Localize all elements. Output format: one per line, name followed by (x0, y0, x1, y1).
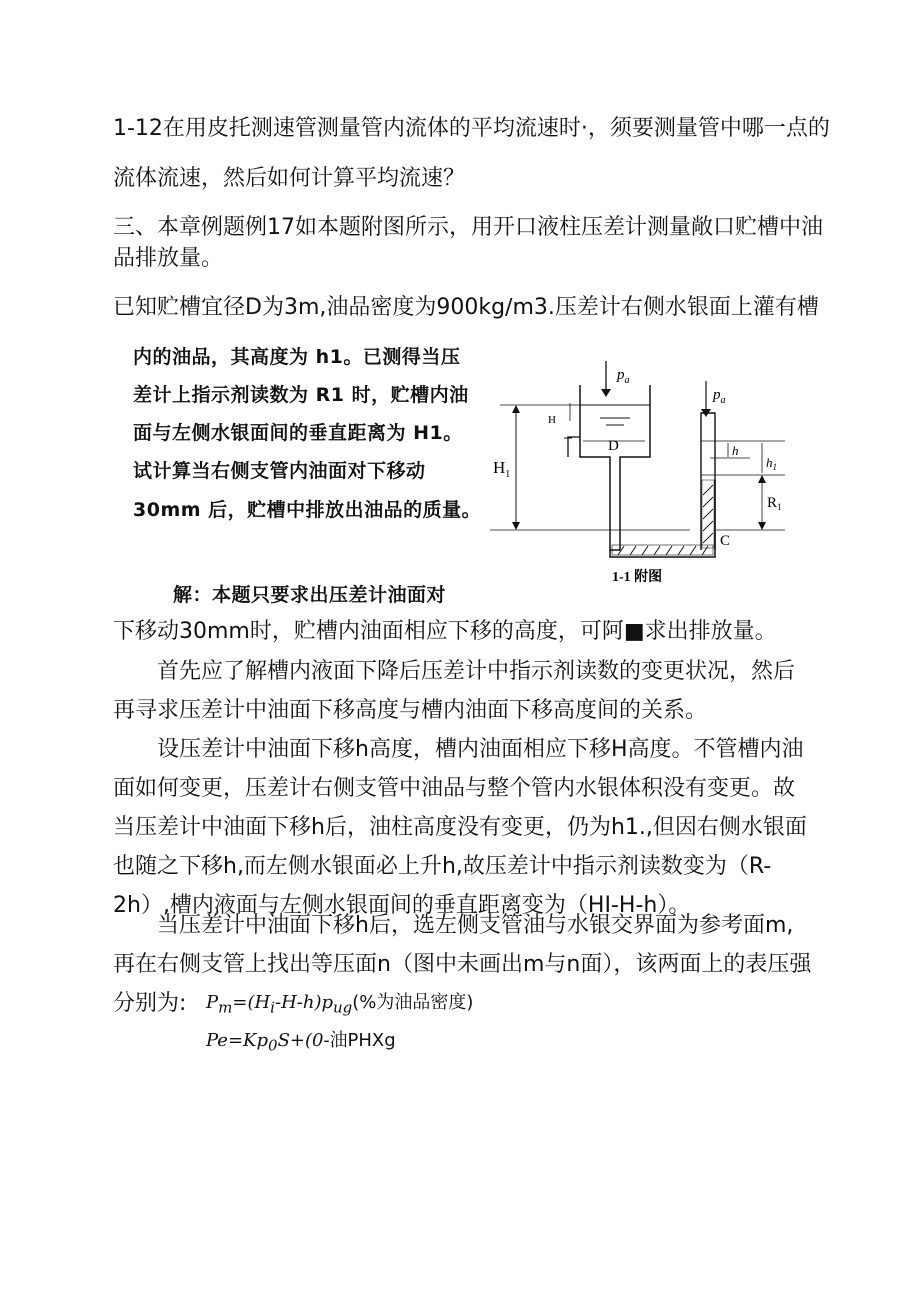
solution-label: 解： (173, 584, 213, 606)
pa-label-left: $p_a$ (617, 367, 630, 386)
solution-text: 本题只要求出压差计油面对 (212, 584, 447, 606)
caption-line-4: 试计算当右侧支管内油面对下移动 (133, 460, 426, 482)
caption-line-1: 内的油品，其高度为 h1。已测得当压 (133, 346, 461, 368)
label-H1: $H_1$ (493, 458, 511, 480)
question-line-1: 1-12在用皮托测速管测量管内流体的平均流速时·，须要测量管中哪一点的 (113, 116, 830, 141)
body-p3: 设压差计中油面下移h高度，槽内油面相应下移H高度。不管槽内油面如何变更，压差计右侧支管中油品与整个管内水银体积没有变更。故当压差计中油面下移h后，油柱高度没有变更，仍为h1.,但因右侧水银面也随之下移h,而左侧水银面必上升h,故压差计中指示剂读数变为（R-2h）,槽内液面与左侧水银面间的垂直距离变为（HI-H-h）。 (113, 737, 807, 918)
figure-caption: 1-1 附图 (612, 570, 663, 585)
solution-line (173, 578, 493, 612)
label-h1: $h_1$ (766, 455, 777, 472)
body-p1: 下移动30mm时，贮槽内油面相应下移的高度，可阿■求出排放量。 (113, 619, 777, 644)
example-heading-line-1: 三、本章例题例17如本题附图所示，用开口液柱压差计测量敞口贮槽中油 (113, 215, 823, 240)
tank-outline (580, 385, 650, 550)
body-p2: 首先应了解槽内液面下降后压差计中指示剂读数的变更状况，然后再寻求压差计中油面下移高度与槽内油面下移高度间的关系。 (113, 659, 796, 723)
caption-line-5: 30mm 后，贮槽中排放出油品的质量。 (133, 499, 482, 521)
label-h: h (732, 443, 739, 458)
label-H-small: H (548, 414, 556, 426)
label-C: C (720, 533, 731, 549)
formula-1: $P_m=(H_i-H-h)p_{ug}(\%$为油品密度) (206, 992, 474, 1017)
body-p4: 当压差计中油面下移h后，选左侧支管油与水银交界面为参考面m,再在右侧支管上找出等压面n（图中未画出m与n面），该两面上的表压强分别为: (113, 913, 812, 1016)
pressure-diagram (480, 345, 800, 595)
example-heading-line-2: 品排放量。 (113, 246, 224, 271)
question-line-2: 流体流速，然后如何计算平均流速？ (113, 166, 466, 191)
label-R1: $R_1$ (767, 495, 782, 512)
example-known: 已知贮槽宜径D为3m,油品密度为900kg∕m3.压差计右侧水银面上灌有槽 (113, 295, 819, 320)
caption-line-3: 面与左侧水银面间的垂直距离为 H1。 (133, 422, 463, 444)
formula-2: $Pe=Kp_0S+(0-$油PHXg (206, 1030, 396, 1055)
label-D: D (608, 438, 619, 454)
pa-label-right: $p_a$ (713, 387, 726, 406)
caption-line-2: 差计上指示剂读数为 R1 时，贮槽内油 (133, 384, 469, 406)
